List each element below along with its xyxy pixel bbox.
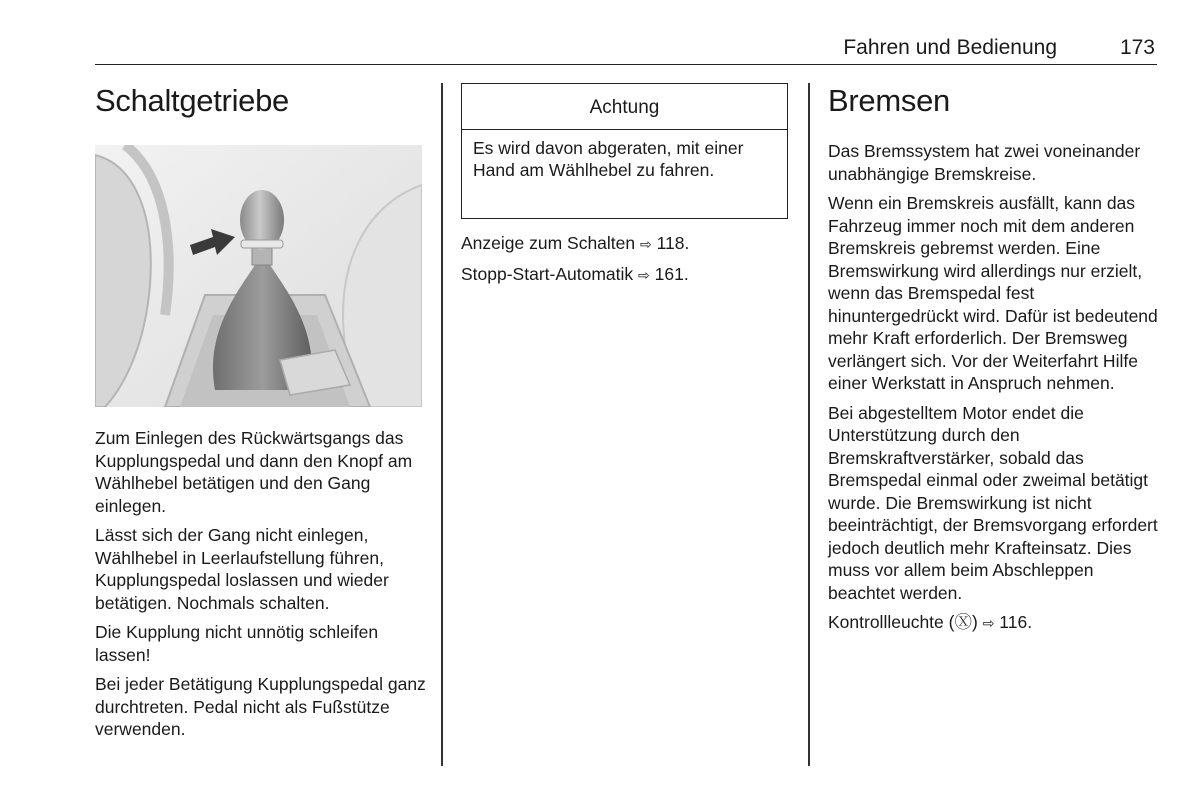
cross-reference[interactable] [461,263,796,287]
cross-reference[interactable] [461,232,796,256]
middle-column-refs [461,232,796,293]
paragraph: Das Bremssystem hat zwei voneinander unabhängige Bremskreise. [828,141,1141,184]
left-column-text [95,427,430,748]
caution-box [461,83,788,219]
ref-label: Kontrollleuchte [828,612,944,632]
paragraph: Bei jeder Betätigung Kupplungspedal ganz durchtreten. Pedal nicht als Fußstütze verwenden. [95,674,426,739]
section-heading-schaltgetriebe: Schaltgetriebe [95,83,289,118]
paragraph: Wenn ein Bremskreis ausfällt, kann das Fahrzeug immer noch mit dem anderen Bremskreis gebremst werden. Eine Bremswirkung wird allerdings nur erzielt, wenn das Bremspedal fest hinuntergedrückt wird. Dafür ist bedeutend mehr Kraft erforderlich. Der Bremsweg verlängert sich. Vor der Weiterfahrt Hilfe einer Werkstatt in Anspruch nehmen. [828,193,1158,393]
page-reference-arrow-icon: ⇨ [638,266,650,283]
gear-lever-figure [95,145,422,407]
section-title: Fahren und Bedienung [843,36,1057,59]
ref-label: Stopp-Start-Automatik [461,263,634,284]
paragraph: Lässt sich der Gang nicht einlegen, Wählhebel in Leerlaufstellung führen, Kupplungspedal loslassen und wieder betätigen. Nochmals schalten. [95,525,389,613]
paragraph: Zum Einlegen des Rückwärtsgangs das Kupplungspedal und dann den Knopf am Wählhebel betätigen und den Gang einlegen. [95,428,413,516]
ref-page: 116. [999,612,1033,632]
caution-title: Achtung [462,84,787,130]
manual-gear-lever-illustration [95,145,422,407]
cross-reference[interactable] [828,611,1160,635]
right-column-text [828,140,1160,642]
brake-warning-light-icon: (Ⓧ) [948,612,978,632]
page-number: 173 [1119,36,1155,59]
section-heading-bremsen: Bremsen [828,83,950,118]
ref-label: Anzeige zum Schalten [461,233,636,253]
caution-text: Es wird davon abgeraten, mit einer Hand am Wählhebel zu fahren. [473,138,744,180]
paragraph: Die Kupplung nicht unnötig schleifen lassen! [95,622,379,665]
column-divider [808,83,810,766]
paragraph: Bei abgestelltem Motor endet die Unterstützung durch den Bremskraftverstärker, sobald das Bremspedal einmal oder zweimal betätigt wurde. Die Bremswirkung ist nicht beeinträchtigt, der Bremsvorgang erfordert jedoch deutlich mehr Krafteinsatz. Dies muss vor allem beim Abschleppen beachtet werden. [828,402,1158,603]
column-divider [441,83,443,766]
ref-page: 118. [656,233,690,253]
page-reference-arrow-icon: ⇨ [982,615,995,631]
ref-page: 161. [654,263,689,284]
page-reference-arrow-icon: ⇨ [640,236,652,252]
page-header [95,34,1157,65]
